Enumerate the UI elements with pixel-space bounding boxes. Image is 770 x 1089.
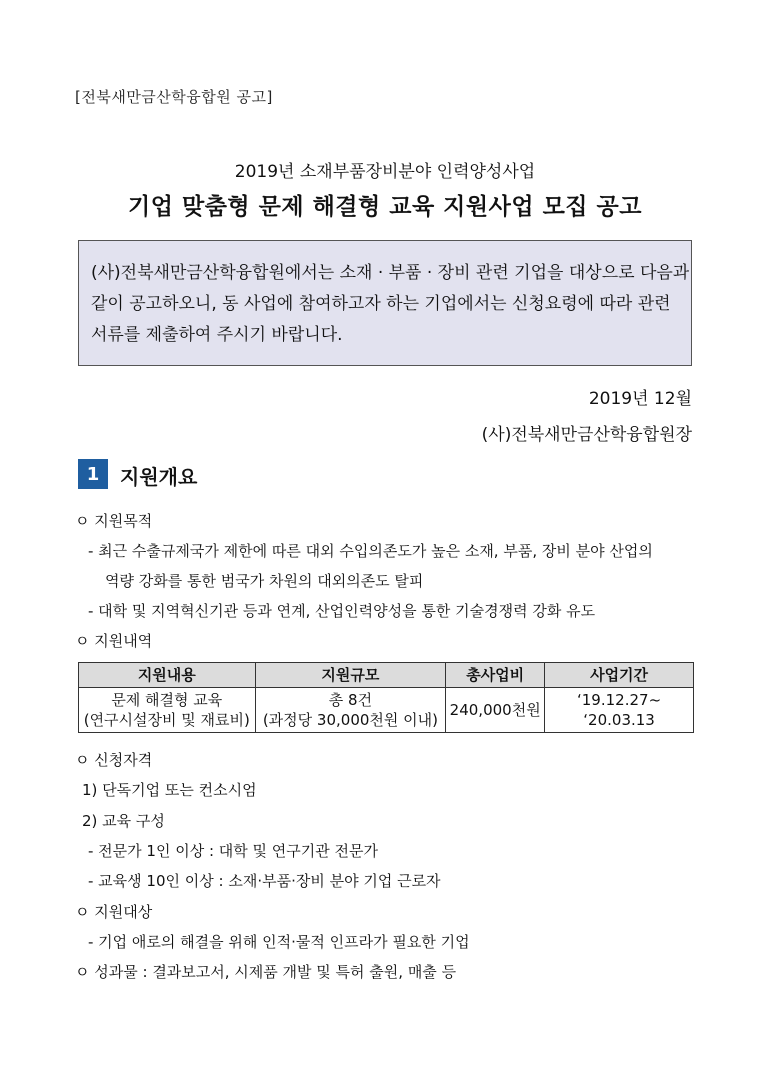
- purpose-line: 역량 강화를 통한 범국가 차원의 대외의존도 탈피: [105, 572, 424, 590]
- cell-line: ‘20.03.13: [583, 711, 655, 729]
- cell-line: ‘19.12.27~: [577, 691, 662, 709]
- section-number-badge: 1: [78, 459, 108, 489]
- qualification-item: - 교육생 10인 이상 : 소재·부품·장비 분야 기업 근로자: [88, 872, 441, 890]
- section-title: 지원개요: [120, 465, 198, 489]
- notice-line: 같이 공고하오니, 동 사업에 참여하고자 하는 기업에서는 신청요령에 따라 관련: [91, 294, 671, 314]
- table-header-row: [79, 663, 694, 688]
- qualification-item: - 전문가 1인 이상 : 대학 및 연구기관 전문가: [88, 842, 378, 860]
- cell-line: (연구시설장비 및 재료비): [83, 711, 250, 729]
- table-cell-budget: 240,000천원: [446, 688, 545, 733]
- notice-line: (사)전북새만금산학융합원에서는 소재 · 부품 · 장비 관련 기업을 대상으로 다음과: [91, 263, 690, 283]
- table-header-cell: 총사업비: [446, 663, 545, 688]
- purpose-line: - 대학 및 지역혁신기관 등과 연계, 산업인력양성을 통한 기술경쟁력 강화 유도: [88, 602, 596, 620]
- qualification-item: 1) 단독기업 또는 컨소시엄: [82, 781, 257, 799]
- table-cell-content: [79, 688, 256, 733]
- support-table: [78, 662, 694, 733]
- purpose-heading: ㅇ 지원목적: [75, 512, 153, 530]
- purpose-line: - 최근 수출규제국가 제한에 따른 대외 수입의존도가 높은 소재, 부품, 장비 분야 산업의: [88, 542, 653, 560]
- cell-line: 총 8건: [328, 691, 373, 709]
- target-heading: ㅇ 지원대상: [75, 903, 153, 921]
- table-row: [79, 688, 694, 733]
- document-subtitle: 2019년 소재부품장비분야 인력양성사업: [234, 162, 536, 182]
- document-title: 기업 맞춤형 문제 해결형 교육 지원사업 모집 공고: [128, 194, 642, 220]
- table-header-cell: 사업기간: [545, 663, 694, 688]
- notice-line: 서류를 제출하여 주시기 바랍니다.: [91, 325, 343, 345]
- table-header-cell: 지원내용: [79, 663, 256, 688]
- table-header-cell: 지원규모: [255, 663, 446, 688]
- announcement-date: 2019년 12월: [588, 389, 692, 409]
- cell-line: (과정당 30,000천원 이내): [262, 711, 438, 729]
- outcome-line: ㅇ 성과물 : 결과보고서, 시제품 개발 및 특허 출원, 매출 등: [75, 963, 457, 981]
- issuer-name: (사)전북새만금산학융합원장: [481, 425, 692, 445]
- target-item: - 기업 애로의 해결을 위해 인적·물적 인프라가 필요한 기업: [88, 933, 470, 951]
- cell-line: 문제 해결형 교육: [111, 691, 223, 709]
- qualification-item: 2) 교육 구성: [82, 812, 165, 830]
- qualification-heading: ㅇ 신청자격: [75, 751, 153, 769]
- org-announcement-tag: [전북새만금산학융합원 공고]: [75, 88, 273, 106]
- notice-box: [78, 240, 692, 366]
- table-cell-scale: [255, 688, 446, 733]
- table-cell-period: [545, 688, 694, 733]
- detail-heading: ㅇ 지원내역: [75, 632, 153, 650]
